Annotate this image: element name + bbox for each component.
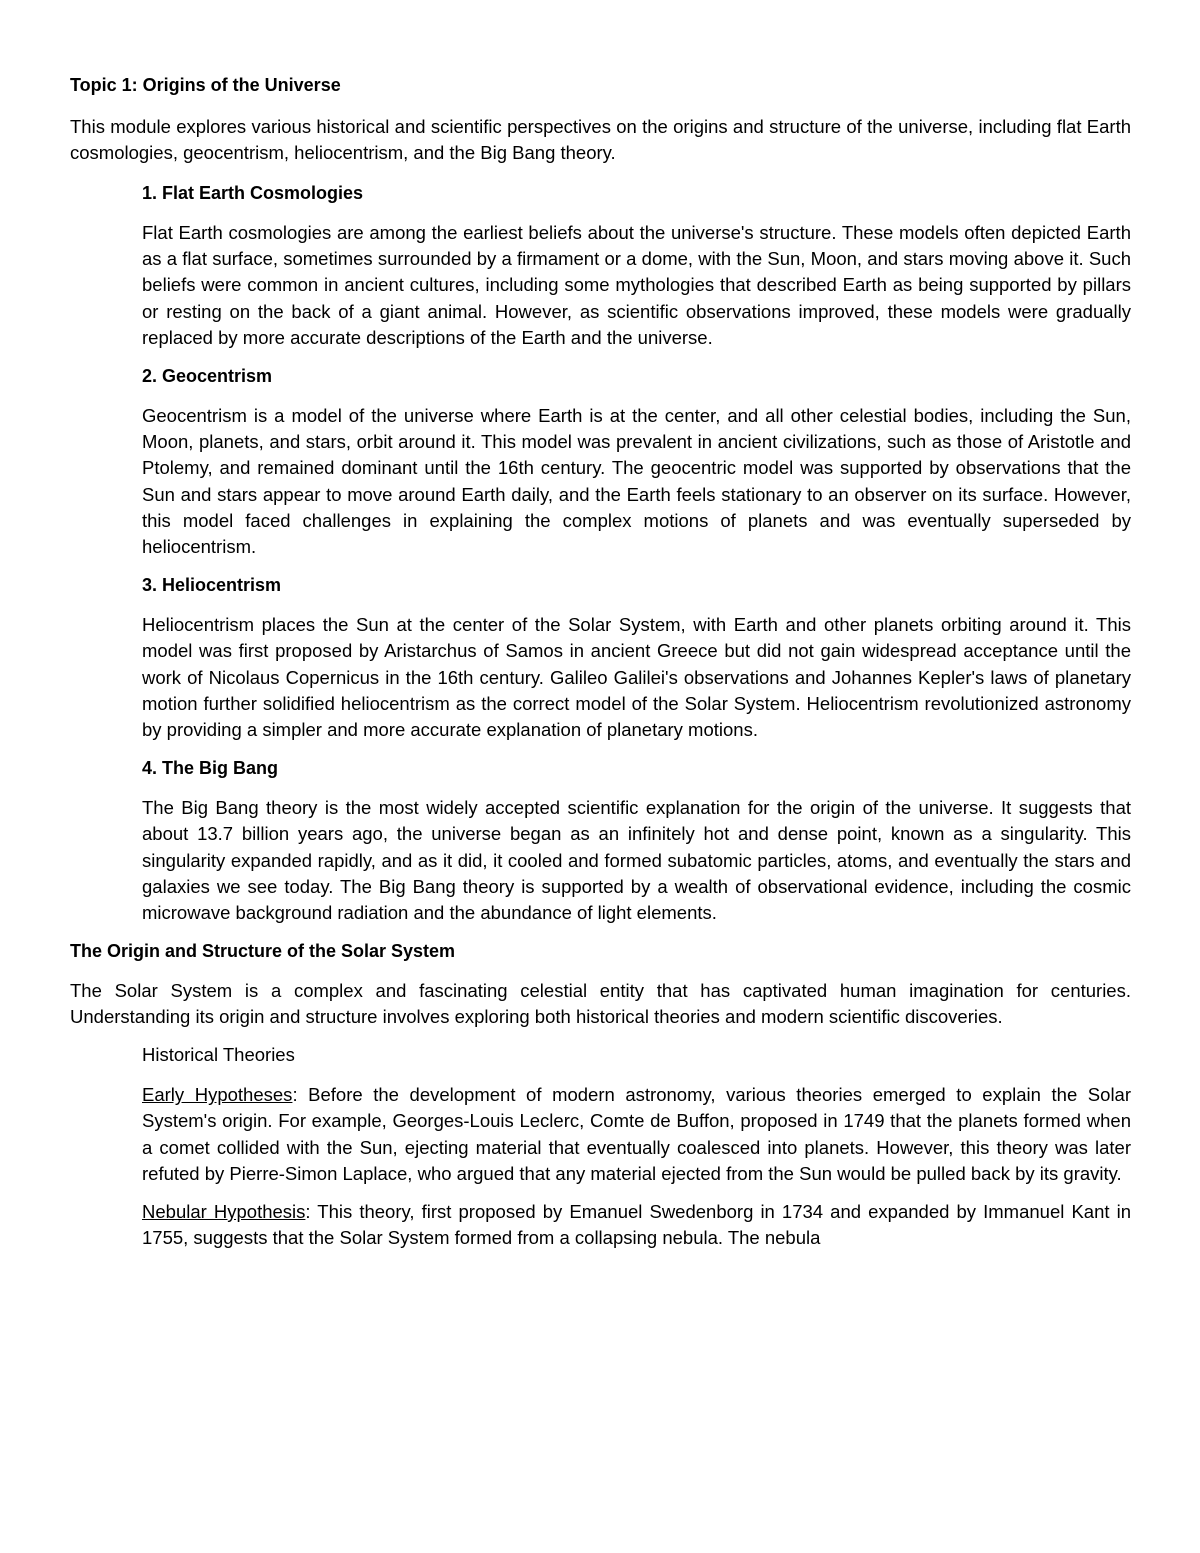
section-geocentrism bbox=[70, 363, 1131, 560]
section-heliocentrism bbox=[70, 572, 1131, 743]
early-hypotheses-text: : Before the development of modern astronomy, various theories emerged to explain the Solar System's origin. For example, Georges-Louis Leclerc, Comte de Buffon, proposed in 1749 that the planets formed when a comet collided with the Sun, ejecting material that eventually coalesced into planets. However, this theory was later refuted by Pierre-Simon Laplace, who argued that any material ejected from the Sun would be pulled back by its gravity. bbox=[142, 1084, 1131, 1184]
section-big-bang bbox=[70, 755, 1131, 926]
nebular-hypothesis-text: : This theory, first proposed by Emanuel Swedenborg in 1734 and expanded by Immanuel Kant in 1755, suggests that the Solar System formed from a collapsing nebula. The nebula bbox=[142, 1201, 1131, 1249]
early-hypotheses-term: Early Hypotheses bbox=[142, 1084, 293, 1106]
section-body: Geocentrism is a model of the universe where Earth is at the center, and all other celestial bodies, including the Sun, Moon, planets, and stars, orbit around it. This model was prevalent in ancient civilizations, such as those of Aristotle and Ptolemy, and remained dominant until the 16th century. The geocentric model was supported by observations that the Sun and stars appear to move around Earth daily, and the Earth feels stationary to an observer on its surface. However, this model faced challenges in explaining the complex motions of planets and was eventually superseded by heliocentrism. bbox=[142, 405, 1131, 558]
section-heading: 2. Geocentrism bbox=[142, 366, 273, 387]
section-heading: 3. Heliocentrism bbox=[142, 575, 282, 596]
section-heading: 4. The Big Bang bbox=[142, 758, 279, 779]
historical-theories-heading: Historical Theories bbox=[142, 1044, 295, 1066]
solar-system-heading: The Origin and Structure of the Solar System bbox=[70, 941, 456, 962]
section-body: Flat Earth cosmologies are among the earliest beliefs about the universe's structure. These models often depicted Earth as a flat surface, sometimes surrounded by a firmament or a dome, with the Sun, Moon, and stars moving above it. Such beliefs were common in ancient cultures, including some mythologies that described Earth as being supported by pillars or resting on the back of a giant animal. However, as scientific observations improved, these models were gradually replaced by more accurate descriptions of the Earth and the universe. bbox=[142, 222, 1131, 348]
section-heading: 1. Flat Earth Cosmologies bbox=[142, 183, 364, 203]
early-hypotheses-paragraph bbox=[142, 1082, 1131, 1187]
section-body: Heliocentrism places the Sun at the center of the Solar System, with Earth and other planets orbiting around it. This model was first proposed by Aristarchus of Samos in ancient Greece but did not gain widespread acceptance until the work of Nicolaus Copernicus in the 16th century. Galileo Galilei's observations and Johannes Kepler's laws of planetary motion further solidified heliocentrism as the correct model of the Solar System. Heliocentrism revolutionized astronomy by providing a simpler and more accurate explanation of planetary motions. bbox=[142, 614, 1131, 741]
section-body: The Big Bang theory is the most widely accepted scientific explanation for the origin of the universe. It suggests that about 13.7 billion years ago, the universe began as an infinitely hot and dense point, known as a singularity. This singularity expanded rapidly, and as it did, it cooled and formed subatomic particles, atoms, and eventually the stars and galaxies we see today. The Big Bang theory is supported by a wealth of observational evidence, including the cosmic microwave background radiation and the abundance of light elements. bbox=[142, 797, 1131, 924]
section-flat-earth bbox=[70, 180, 1131, 351]
nebular-hypothesis-paragraph bbox=[142, 1199, 1131, 1251]
nebular-hypothesis-term: Nebular Hypothesis bbox=[142, 1201, 306, 1223]
document-title: Topic 1: Origins of the Universe bbox=[70, 75, 341, 95]
intro-paragraph: This module explores various historical and scientific perspectives on the origins and structure of the universe, including flat Earth cosmologies, geocentrism, heliocentrism, and the Big Bang theory. bbox=[70, 116, 1131, 163]
solar-system-intro: The Solar System is a complex and fascinating celestial entity that has captivated human imagination for centuries. Understanding its origin and structure involves exploring both historical theories and modern scientific discoveries. bbox=[70, 980, 1131, 1028]
document-page bbox=[70, 72, 1131, 1263]
